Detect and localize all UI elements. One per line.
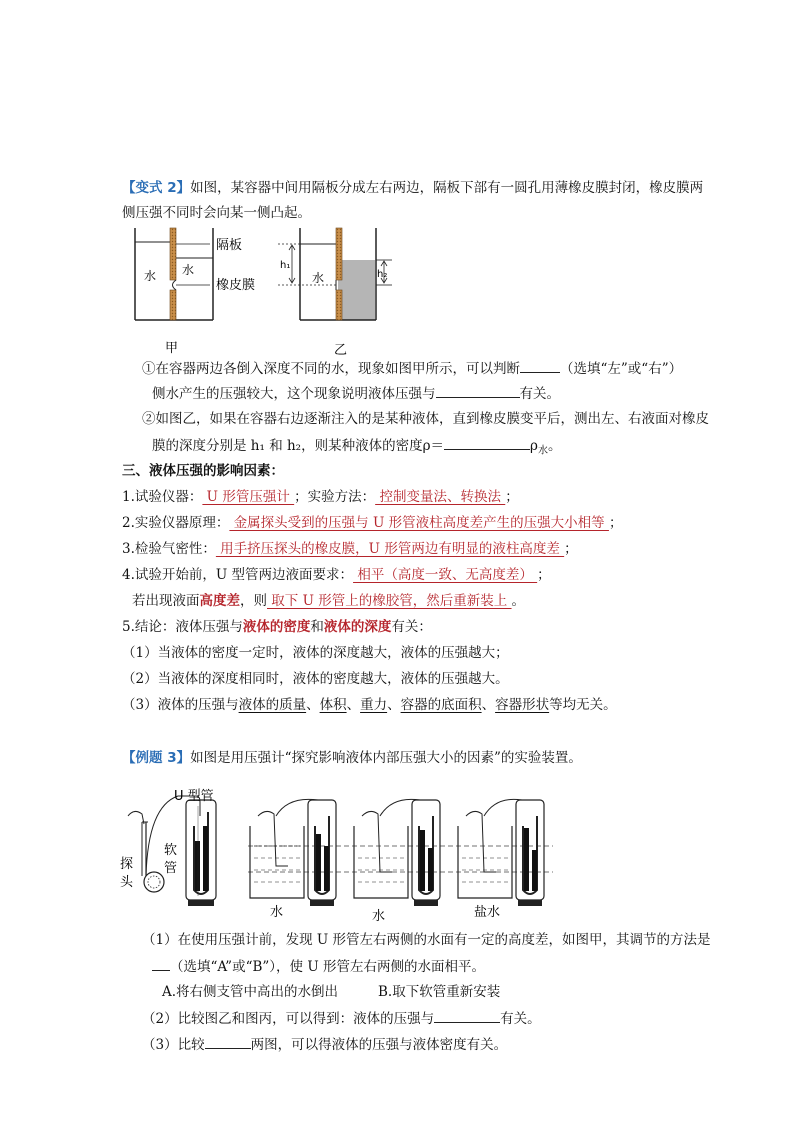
s3-ans-airtight: 用手挤压探头的橡皮膜，U 形管两边有明显的液柱高度差 (215, 541, 565, 557)
s3-line7: （1）当液体的密度一定时，液体的深度越大，液体的压强越大； (122, 645, 509, 661)
v2-q1-blank1 (520, 358, 560, 373)
v2-q1-line1: ①在容器两边各倒入深度不同的水，现象如图甲所示，可以判断 （选填“左”或“右”） (142, 358, 682, 379)
apparatus-yi (250, 799, 336, 906)
ex3-q3-blank (205, 1034, 251, 1049)
v2-line2: 侧压强不同时会向某一侧凸起。 (122, 205, 311, 221)
s3-line9: （3）液体的压强与液体的质量、体积、重力、容器的底面积、容器形状等均无关。 (122, 697, 617, 713)
ex3-q1-line2: （选填“A”或“B”），使 U 形管左右两侧的水面相平。 (152, 956, 485, 977)
s3-ans-principle: 金属探头受到的压强与 U 形管液柱高度差产生的压强大小相等 (229, 515, 609, 531)
ex3-q3: （3）比较 两图，可以得液体的压强与液体密度有关。 (142, 1034, 507, 1055)
jia-water-left: 水 (144, 269, 157, 283)
s3-line2: 2.实验仪器原理： 金属探头受到的压强与 U 形管液柱高度差产生的压强大小相等 ； (122, 515, 623, 531)
v2-line1: 【变式 2】如图，某容器中间用隔板分成左右两边，隔板下部有一圆孔用薄橡皮膜封闭，橡皮膜两 (122, 180, 704, 196)
apparatus-ding (458, 799, 544, 906)
label-membrane: 橡皮膜 (216, 278, 256, 293)
label-jia: 甲 (165, 341, 179, 356)
label-hose-2: 管 (164, 861, 178, 876)
s3-ans-level: 相平（高度一致、无高度差） (353, 567, 538, 583)
container-yi (278, 228, 392, 320)
label-water-bing: 水 (372, 909, 386, 924)
ex3-intro: 【例题 3】如图是用压强计“探究影响液体内部压强大小的因素”的实验装置。 (122, 750, 582, 766)
ex3-figure (118, 786, 558, 931)
ex3-q1-line1: （1）在使用压强计前，发现 U 形管左右两侧的水面有一定的高度差，如图甲，其调节的方法是 (142, 932, 711, 948)
s3-line3: 3.检验气密性： 用手挤压探头的橡皮膜，U 形管两边有明显的液柱高度差 ； (122, 541, 578, 557)
label-probe-1: 探 (120, 857, 134, 872)
ex3-q1-blank (152, 956, 170, 971)
v2-q2-line1: ②如图乙，如果在容器右边逐渐注入的是某种液体，直到橡皮膜变平后，测出左、右液面对橡皮 (142, 411, 709, 427)
label-utube: U 型管 (174, 789, 214, 804)
ex3-q2: （2）比较图乙和图丙，可以得到：液体的压强与 有关。 (142, 1008, 541, 1029)
s3-ans-instrument: U 形管压强计 (202, 489, 295, 505)
s3-line6: 5.结论：液体压强与液体的密度和液体的深度有关： (122, 619, 432, 635)
s3-line8: （2）当液体的深度相同时，液体的密度越大，液体的压强越大。 (122, 671, 509, 687)
v2-tag: 【变式 2】 (122, 180, 191, 196)
v2-q2-line2: 膜的深度分别是 h₁ 和 h₂，则某种液体的密度$\rho= \rho_水$。 (152, 435, 561, 462)
label-saltwater: 盐水 (474, 905, 501, 920)
ex3-q2-blank (434, 1008, 500, 1023)
label-partition: 隔板 (216, 238, 243, 253)
yi-water: 水 (312, 271, 325, 285)
label-water-yi: 水 (270, 905, 284, 920)
v2-q1-line2: 侧水产生的压强较大，这个现象说明液体压强与 有关。 (152, 383, 560, 404)
label-h2: h₂ (377, 269, 388, 280)
s3-ans-method: 控制变量法、转换法 (375, 489, 506, 505)
label-yi: 乙 (334, 343, 348, 358)
v2-q2-blank (444, 435, 530, 450)
s3-title: 三、液体压强的影响因素： (122, 463, 284, 479)
s3-line5: 若出现液面高度差，则 取下 U 形管上的橡胶管，然后重新装上 。 (132, 593, 526, 609)
ex3-optB: B.取下软管重新安装 (378, 984, 501, 1000)
v2-figure (120, 222, 400, 360)
ex3-optA: A.将右侧支管中高出的水倒出 (162, 984, 339, 1000)
s3-line1: 1.试验仪器： U 形管压强计 ；实验方法： 控制变量法、转换法 ； (122, 489, 519, 505)
apparatus-bing (354, 799, 440, 906)
label-hose-1: 软 (164, 843, 178, 858)
s3-line4: 4.试验开始前，U 型管两边液面要求： 相平（高度一致、无高度差） ； (122, 567, 551, 583)
s3-ans-fix: 取下 U 形管上的橡胶管，然后重新装上 (267, 593, 512, 609)
label-h1: h₁ (280, 260, 291, 271)
v2-q1-blank2 (436, 383, 520, 398)
ex3-tag: 【例题 3】 (122, 750, 191, 766)
jia-water-right: 水 (182, 263, 195, 277)
label-probe-2: 头 (120, 875, 134, 890)
